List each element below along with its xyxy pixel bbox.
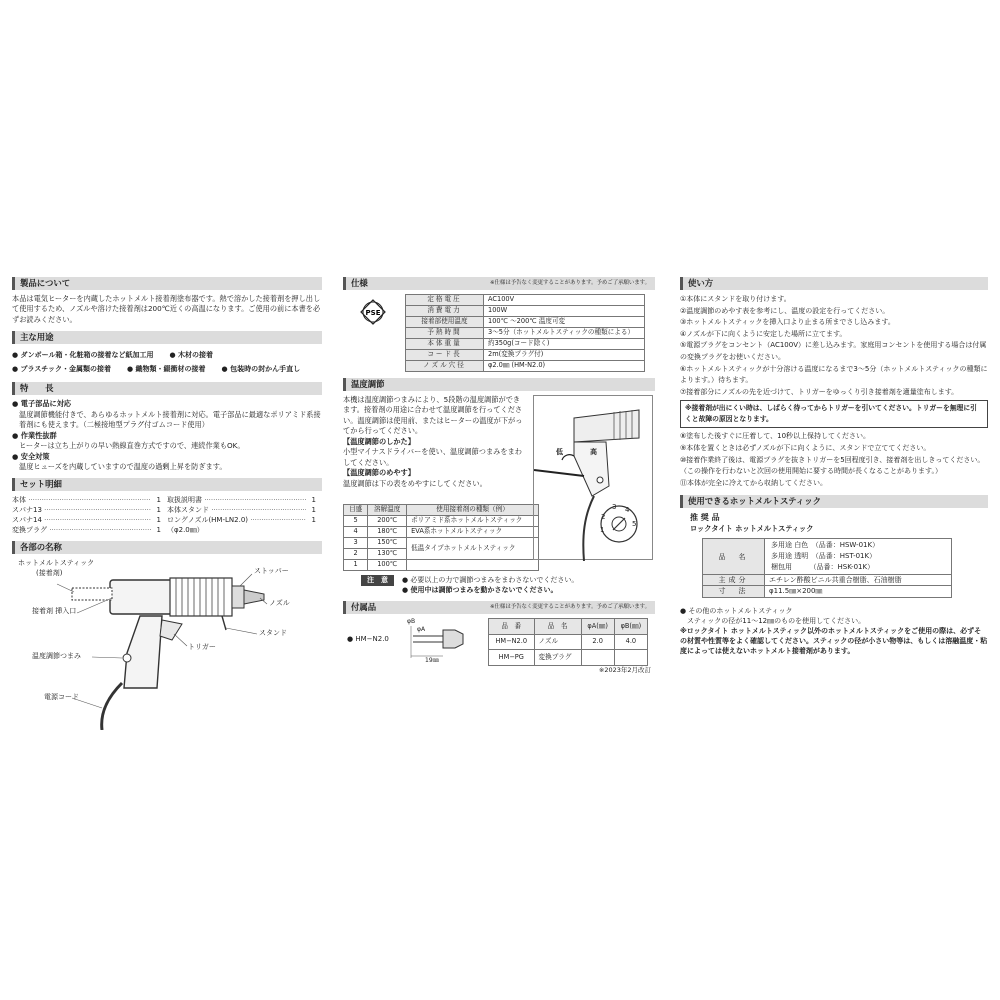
notice-text: ※ロックタイト ホットメルトスティック以外のホットメルトスティックをご使用の際は、必ずその材質や性質等をよく確認してください。スティックの径が小さい物等は、もしくは溶融温度・粘度によっては使えないホットメルト接着剤があります。	[680, 626, 988, 655]
temp-guide-title: 【温度調節のめやす】	[343, 468, 415, 478]
use-item: ● プラスチック・金属類の接着	[12, 365, 111, 374]
set-item-qty: 1	[311, 496, 316, 505]
use-item: ● 織物類・綴衝材の接着	[127, 365, 206, 374]
stick-names	[765, 539, 952, 575]
stick-name: 梱包用 （品番：HSK-01K）	[771, 563, 875, 572]
stick-row	[703, 539, 952, 575]
spec-title: 仕様	[351, 278, 368, 288]
temp-adhesive: 低温タイプホットメルトスティック	[407, 538, 539, 560]
accessories-section	[343, 601, 655, 675]
caution-text: 必要以上の力で調節つまみをまわさないでください。	[410, 576, 579, 584]
set-row	[167, 495, 316, 505]
howto-step: ⑨本体を置くときは必ずノズルが下に向くように、スタンドで立ててください。	[680, 443, 931, 452]
spec-key: 定格電圧	[406, 295, 484, 306]
acc-name: ノズル	[534, 634, 581, 650]
spec-value: 100℃ ～200℃ 温度可変	[484, 317, 645, 328]
spec-value: 3～5分（ホットメルトスティックの種類による）	[484, 328, 645, 339]
feature-body: 温度ヒューズを内蔵していますので温度の過剰上昇を防ぎます。	[19, 461, 227, 471]
temp-how-title: 【温度調節のしかた】	[343, 436, 415, 446]
product-header: 製品について	[12, 277, 322, 290]
set-column-right	[167, 495, 322, 535]
low-label: 低	[556, 448, 563, 456]
stick-key: 品 名	[703, 539, 765, 575]
use-item-text: 包装時の封かん手直し	[230, 365, 301, 374]
spec-value: 2m(変換プラグ付)	[484, 350, 645, 361]
acc-row	[489, 634, 648, 650]
dim-len: 19㎜	[425, 657, 439, 664]
uses-header: 主な用途	[12, 331, 322, 344]
acc-name: 変換プラグ	[534, 650, 581, 666]
spec-row	[406, 306, 645, 317]
product-section	[12, 277, 322, 325]
howto-step: ⑦接着部分にノズルの先を近づけて、トリガーをゆっくり引き接着剤を適量塗布します。	[680, 387, 959, 396]
warning-box: ※接着剤が出にくい時は、しばらく待ってからトリガーを引いてください。トリガーを無理に引くと故障の原因となります。	[680, 400, 988, 428]
spec-section	[343, 277, 655, 372]
caution-block	[343, 575, 655, 595]
acc-table	[488, 618, 648, 666]
set-row	[12, 525, 161, 535]
howto-step: ③ホットメルトスティックを挿入口より止まる所までさし込みます。	[680, 318, 895, 327]
acc-col-header: 品 名	[534, 619, 581, 635]
temp-dial: 2	[344, 549, 368, 560]
howto-step: ①本体にスタンドを取り付けます。	[680, 295, 791, 303]
spec-row	[406, 295, 645, 306]
set-row	[12, 495, 161, 505]
label-knob: 温度調節つまみ	[32, 652, 81, 661]
howto-step: ⑥ホットメルトスティックが十分溶ける温度になるまで3～5分（ホットメルトスティックの種類によります。）待ちます。	[680, 364, 988, 385]
nozzle-illustration	[343, 618, 488, 666]
dial-mark: 1	[600, 526, 605, 534]
set-item-name: スパナ13 ·····	[12, 505, 151, 515]
spec-value: 約350g(コード除く)	[484, 339, 645, 350]
stick-value: φ11.5㎜×200㎜	[765, 586, 952, 597]
stick-key: 寸 法	[703, 586, 765, 597]
column-left	[12, 277, 322, 736]
product-text: 本品は電気ヒーターを内蔵したホットメルト接着剤塗布器です。熱で溶かした接着剤を押し出して使用するため、ノズルや溶けた接着剤は200℃近くの高温になります。ご使用の前に本書を必ずお読みください。	[12, 294, 321, 324]
set-item-name: ロングノズル(HM-LN2.0) ·····	[167, 515, 306, 525]
set-item-qty: 1	[156, 506, 161, 515]
acc-col-header: 品 番	[489, 619, 535, 635]
caution-text: 使用中は調節つまみを動かさないでください。	[410, 586, 558, 594]
label-stick: ホットメルトスティック	[18, 559, 95, 568]
acc-a: 2.0	[581, 634, 614, 650]
use-item-text: ダンボール箱・化粧箱の接着など紙加工用	[20, 351, 154, 360]
other-title: ● その他のホットメルトスティック	[680, 606, 793, 615]
rec-brand: ロックタイト ホットメルトスティック	[690, 523, 814, 533]
set-item-qty: 1	[156, 526, 161, 535]
temp-temperature: 200℃	[368, 516, 407, 527]
label-stand: スタンド	[259, 629, 287, 638]
parts-section	[12, 541, 322, 730]
use-item: ● ダンボール箱・化粧箱の接着など紙加工用	[12, 351, 154, 360]
feature-body: ヒーターは立ち上がりの早い熱線直巻方式ですので、連続作業もOK。	[19, 441, 245, 451]
howto-step: ②温度調節のめやす表を参考にし、温度の設定を行ってください。	[680, 306, 890, 315]
acc-col-header: φB(㎜)	[614, 619, 647, 635]
set-item-name: 変換プラグ ·····	[12, 525, 151, 535]
spec-row	[406, 317, 645, 328]
howto-section	[680, 277, 988, 489]
acc-header-row	[489, 619, 648, 635]
knob-adjust-illustration	[534, 396, 654, 561]
acc-col-header: φA(㎜)	[581, 619, 614, 635]
temp-temperature: 150℃	[368, 538, 407, 549]
set-row	[167, 505, 316, 515]
temp-col-header: 溶解温度	[368, 505, 407, 516]
set-item-name: 取扱説明書 ·····	[167, 495, 306, 505]
set-item-name: 本体 ·····	[12, 495, 151, 505]
set-row	[167, 525, 316, 535]
temp-how-text: 小型マイナスドライバーを使い、温度調節つまみをまわしてください。	[343, 447, 522, 467]
other-text: スティックの径が11～12㎜のものを使用してください。	[687, 616, 866, 625]
glue-gun-illustration	[12, 558, 322, 730]
temp-dial: 1	[344, 560, 368, 571]
spec-body	[343, 294, 655, 372]
set-item-name: スパナ14 ·····	[12, 515, 151, 525]
set-item-qty: 1	[156, 496, 161, 505]
feature-body: 温度調節機能付きで、あらゆるホットメルト接着剤に対応。電子部品に最適なポリアミド系接着剤にも使えます。（二極接地型プラグ付ゴムコード使用）	[19, 409, 321, 430]
use-item-text: 織物類・綴衝材の接着	[135, 365, 206, 374]
spec-table	[405, 294, 645, 372]
howto-step: ⑪本体が完全に冷えてから収納してください。	[680, 478, 827, 487]
stick-name: 多用途 透明 （品番：HST-01K）	[771, 552, 877, 561]
dial-mark: 4	[625, 506, 630, 514]
set-item-qty: 1	[311, 516, 316, 525]
set-item-qty: 1	[156, 516, 161, 525]
feature-head: ● 安全対策	[12, 451, 50, 461]
pse-icon	[359, 298, 387, 326]
spec-header	[343, 277, 655, 290]
caution-badge: 注 意	[361, 575, 394, 586]
rec-label: 推 奨 品	[690, 513, 720, 523]
spec-value: AC100V	[484, 295, 645, 306]
dial-mark: 3	[612, 503, 617, 511]
feature-head-text: 電子部品に対応	[20, 399, 72, 409]
set-item-name: 本体スタンド ·····	[167, 505, 306, 515]
howto-step: ④ノズルが下に向くように安定した場所に立てます。	[680, 329, 847, 338]
stick-name: 多用途 白色 （品番：HSW-01K）	[771, 541, 880, 550]
dim-b: φB	[407, 618, 416, 625]
features-header: 特 長	[12, 382, 322, 395]
spec-row	[406, 328, 645, 339]
stick-row	[703, 586, 952, 597]
temp-section	[343, 378, 655, 595]
pse-mark-text: PSE	[365, 309, 381, 317]
temp-dial: 4	[344, 527, 368, 538]
feature-head-text: 作業性抜群	[20, 430, 57, 440]
use-item: ● 包装時の封かん手直し	[221, 365, 301, 374]
label-inlet: 接着剤 挿入口	[32, 607, 77, 616]
set-section	[12, 478, 322, 535]
set-column-left	[12, 495, 167, 535]
acc-note: ※仕様は予告なく変更することがあります。予めご了承願います。	[490, 604, 650, 610]
spec-key: ノズル穴径	[406, 361, 484, 372]
dim-a: φA	[417, 626, 426, 633]
temp-header: 温度調節	[343, 378, 655, 391]
set-list	[12, 495, 322, 535]
temp-dial: 5	[344, 516, 368, 527]
features-section	[12, 382, 322, 472]
temp-adhesive: ポリアミド系ホットメルトスティック	[407, 516, 539, 527]
set-row	[167, 515, 316, 525]
spec-row	[406, 350, 645, 361]
acc-row	[489, 650, 648, 666]
temp-adhesive-empty	[407, 560, 539, 571]
acc-no: HM−N2.0	[489, 634, 535, 650]
caution-list	[402, 575, 578, 595]
use-item: ● 木材の接着	[169, 351, 214, 360]
spec-note: ※仕様は予告なく変更することがあります。予めご了承願います。	[490, 280, 650, 286]
temp-adhesive: EVA系ホットメルトスティック	[407, 527, 539, 538]
temp-col-header: 目盛	[344, 505, 368, 516]
set-row	[12, 515, 161, 525]
stick-key: 主成分	[703, 575, 765, 586]
spec-key: 予熱時間	[406, 328, 484, 339]
parts-header: 各部の名称	[12, 541, 322, 554]
howto-step: ⑩接着作業終了後は、電源プラグを抜きトリガーを5回程度引き、接着剤を出しきってください。（この操作を行わないと次回の使用開始に要する時間が長くなることがあります。）	[680, 455, 985, 476]
spec-row	[406, 361, 645, 372]
acc-b	[614, 650, 647, 666]
spec-key: 消費電力	[406, 306, 484, 317]
feature-head: ● 作業性抜群	[12, 430, 57, 440]
spec-key: コード長	[406, 350, 484, 361]
feature-head: ● 電子部品に対応	[12, 399, 72, 409]
feature-head-text: 安全対策	[20, 451, 50, 461]
nozzle-part-text: HM−N2.0	[355, 635, 389, 643]
acc-title: 付属品	[351, 602, 377, 612]
howto-step: ⑤電源プラグをコンセント（AC100V）に差し込みます。家庭用コンセントを使用する場合は付属の変換プラグをお使いください。	[680, 341, 987, 361]
temp-illustration	[533, 395, 653, 560]
spec-value: φ2.0㎜ (HM-N2.0)	[484, 361, 645, 372]
nozzle-icon	[343, 618, 488, 666]
uses-list	[12, 348, 322, 376]
acc-a	[581, 650, 614, 666]
use-item-text: 木材の接着	[178, 351, 214, 360]
sticks-header: 使用できるホットメルトスティック	[680, 495, 988, 508]
temp-temperature: 130℃	[368, 549, 407, 560]
temp-row	[344, 560, 539, 571]
temp-dial: 3	[344, 538, 368, 549]
label-nozzle: ノズル	[269, 599, 290, 608]
stick-table	[702, 538, 952, 597]
column-right	[680, 277, 988, 662]
acc-body	[343, 618, 655, 666]
label-stopper: ストッパー	[254, 567, 289, 576]
use-item-text: プラスチック・金属類の接着	[20, 365, 111, 374]
set-row	[12, 505, 161, 515]
stick-value: エチレン酢酸ビニル共重合樹脂、石油樹脂	[765, 575, 952, 586]
column-middle	[343, 277, 655, 681]
sticks-section	[680, 495, 988, 655]
uses-section	[12, 331, 322, 376]
caution-item: ● 必要以上の力で調節つまみをまわさないでください。	[402, 576, 579, 584]
acc-no: HM−PG	[489, 650, 535, 666]
label-cord: 電源コード	[44, 693, 79, 702]
label-stick-sub: (接着剤)	[36, 569, 63, 578]
temp-temperature: 100℃	[368, 560, 407, 571]
parts-diagram	[12, 558, 322, 730]
temp-intro: 本機は温度調節つまみにより、5段階の温度調節ができます。接着剤の用途に合わせて温度調節を行ってください。温度調節は使用前、またはヒーターの温度が下がってから行ってください。	[343, 395, 523, 436]
stick-row	[703, 575, 952, 586]
howto-header: 使い方	[680, 277, 988, 290]
spec-key: 本体重量	[406, 339, 484, 350]
high-label: 高	[590, 448, 597, 456]
set-item-qty: 1	[311, 506, 316, 515]
spec-value: 100W	[484, 306, 645, 317]
temp-col-header: 使用接着剤の種類（例）	[407, 505, 539, 516]
acc-b: 4.0	[614, 634, 647, 650]
pse-mark-wrap	[343, 294, 405, 329]
caution-item: ● 使用中は調節つまみを動かさないでください。	[402, 586, 558, 594]
howto-step: ⑧塗布した後すぐに圧着して、10秒以上保持してください。	[680, 432, 871, 441]
spec-row	[406, 339, 645, 350]
temp-guide-text: 温度調節は下の表をめやすにしてください。	[343, 478, 487, 488]
set-header: セット明細	[12, 478, 322, 491]
set-item-name: （φ2.0㎜）	[167, 526, 204, 535]
accessories-header	[343, 601, 655, 614]
dial-mark: 5	[632, 520, 637, 528]
spec-key: 接着部使用温度	[406, 317, 484, 328]
howto-steps	[680, 294, 988, 489]
temp-temperature: 180℃	[368, 527, 407, 538]
other-sticks	[680, 606, 988, 656]
dial-mark: 2	[601, 513, 606, 521]
nozzle-part-label: ● HM−N2.0	[347, 635, 389, 643]
revised-note: ※2023年2月改訂	[598, 666, 651, 674]
label-trigger: トリガー	[188, 643, 216, 652]
